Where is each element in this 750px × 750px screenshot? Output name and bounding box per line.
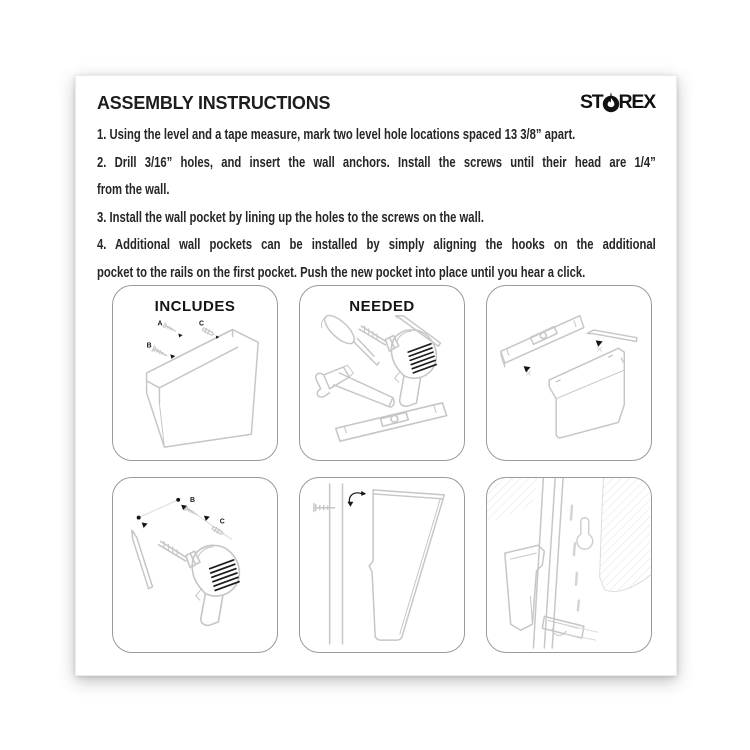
step-line: from the wall. — [97, 181, 170, 198]
panel-needed — [299, 285, 465, 461]
instruction-sheet — [75, 75, 677, 676]
panel-includes-label: INCLUDES — [154, 298, 236, 315]
sheet-header — [76, 76, 676, 114]
flame-icon — [602, 92, 620, 113]
panel-needed-label: NEEDED — [349, 298, 415, 315]
panel-drill-holes — [112, 477, 278, 653]
assembly-steps — [97, 121, 656, 286]
step-line: pocket to the rails on the first pocket. Push the new pocket into place until you hear a click. — [97, 263, 586, 281]
pocket-profile-drawing — [369, 490, 444, 640]
panel-includes — [112, 285, 278, 461]
drill-drawing — [359, 326, 436, 406]
page-title: ASSEMBLY INSTRUCTIONS — [97, 91, 331, 113]
mark-hole-locations-illustration — [487, 286, 651, 460]
svg-text:C: C — [198, 320, 204, 328]
svg-text:C: C — [219, 518, 225, 526]
step-line: 2. Drill 3/16” holes, and insert the wall anchors. Install the screws until their head are 1/4” — [97, 153, 656, 171]
step-line: 4. Additional wall pockets can be installed by simply aligning the hooks on the additional — [97, 236, 656, 253]
drill-drawing — [159, 541, 240, 625]
hammer-drawing — [316, 365, 394, 407]
brand-text-st: ST — [579, 91, 603, 113]
svg-text:A: A — [157, 320, 163, 328]
hatched-wall-region — [600, 478, 651, 592]
rail-slots — [571, 506, 579, 611]
wall-pocket-drawing — [549, 348, 624, 437]
bottom-rail-drawing — [542, 616, 597, 640]
hook-rail-click-illustration — [487, 478, 651, 652]
keyhole-slot — [577, 518, 593, 550]
hatched-corner-region — [487, 478, 538, 524]
panel-hang-pocket — [299, 477, 465, 653]
drill-and-hardware-illustration — [113, 478, 277, 652]
step-line: 1. Using the level and a tape measure, mark two level hole locations spaced 13 3/8” apart. — [97, 126, 576, 143]
pocket-edge-lines — [533, 478, 563, 648]
instruction-panels — [112, 285, 652, 653]
level-drawing — [501, 316, 584, 367]
panel-mark-holes — [486, 285, 652, 461]
panel-hook-detail — [486, 477, 652, 653]
step-line: 3. Install the wall pocket by lining up the holes to the screws on the wall. — [97, 208, 484, 226]
hardware-parts — [147, 321, 220, 359]
wall-pocket-drawing — [147, 330, 259, 448]
screwdriver-drawing — [320, 311, 379, 365]
pencil-marks — [524, 340, 603, 375]
motion-arrow — [347, 491, 366, 507]
pencil-drawing — [393, 312, 443, 346]
mount-side-view-illustration — [300, 478, 464, 652]
pencil-drawing — [132, 530, 153, 588]
svg-text:B: B — [146, 342, 152, 350]
wall-screw-drawing — [314, 504, 335, 512]
brand-text-rex: REX — [618, 91, 655, 113]
level-drawing — [336, 403, 447, 441]
storex-logo — [580, 91, 655, 114]
pencil-drawing — [587, 330, 637, 342]
svg-text:B: B — [190, 496, 196, 504]
